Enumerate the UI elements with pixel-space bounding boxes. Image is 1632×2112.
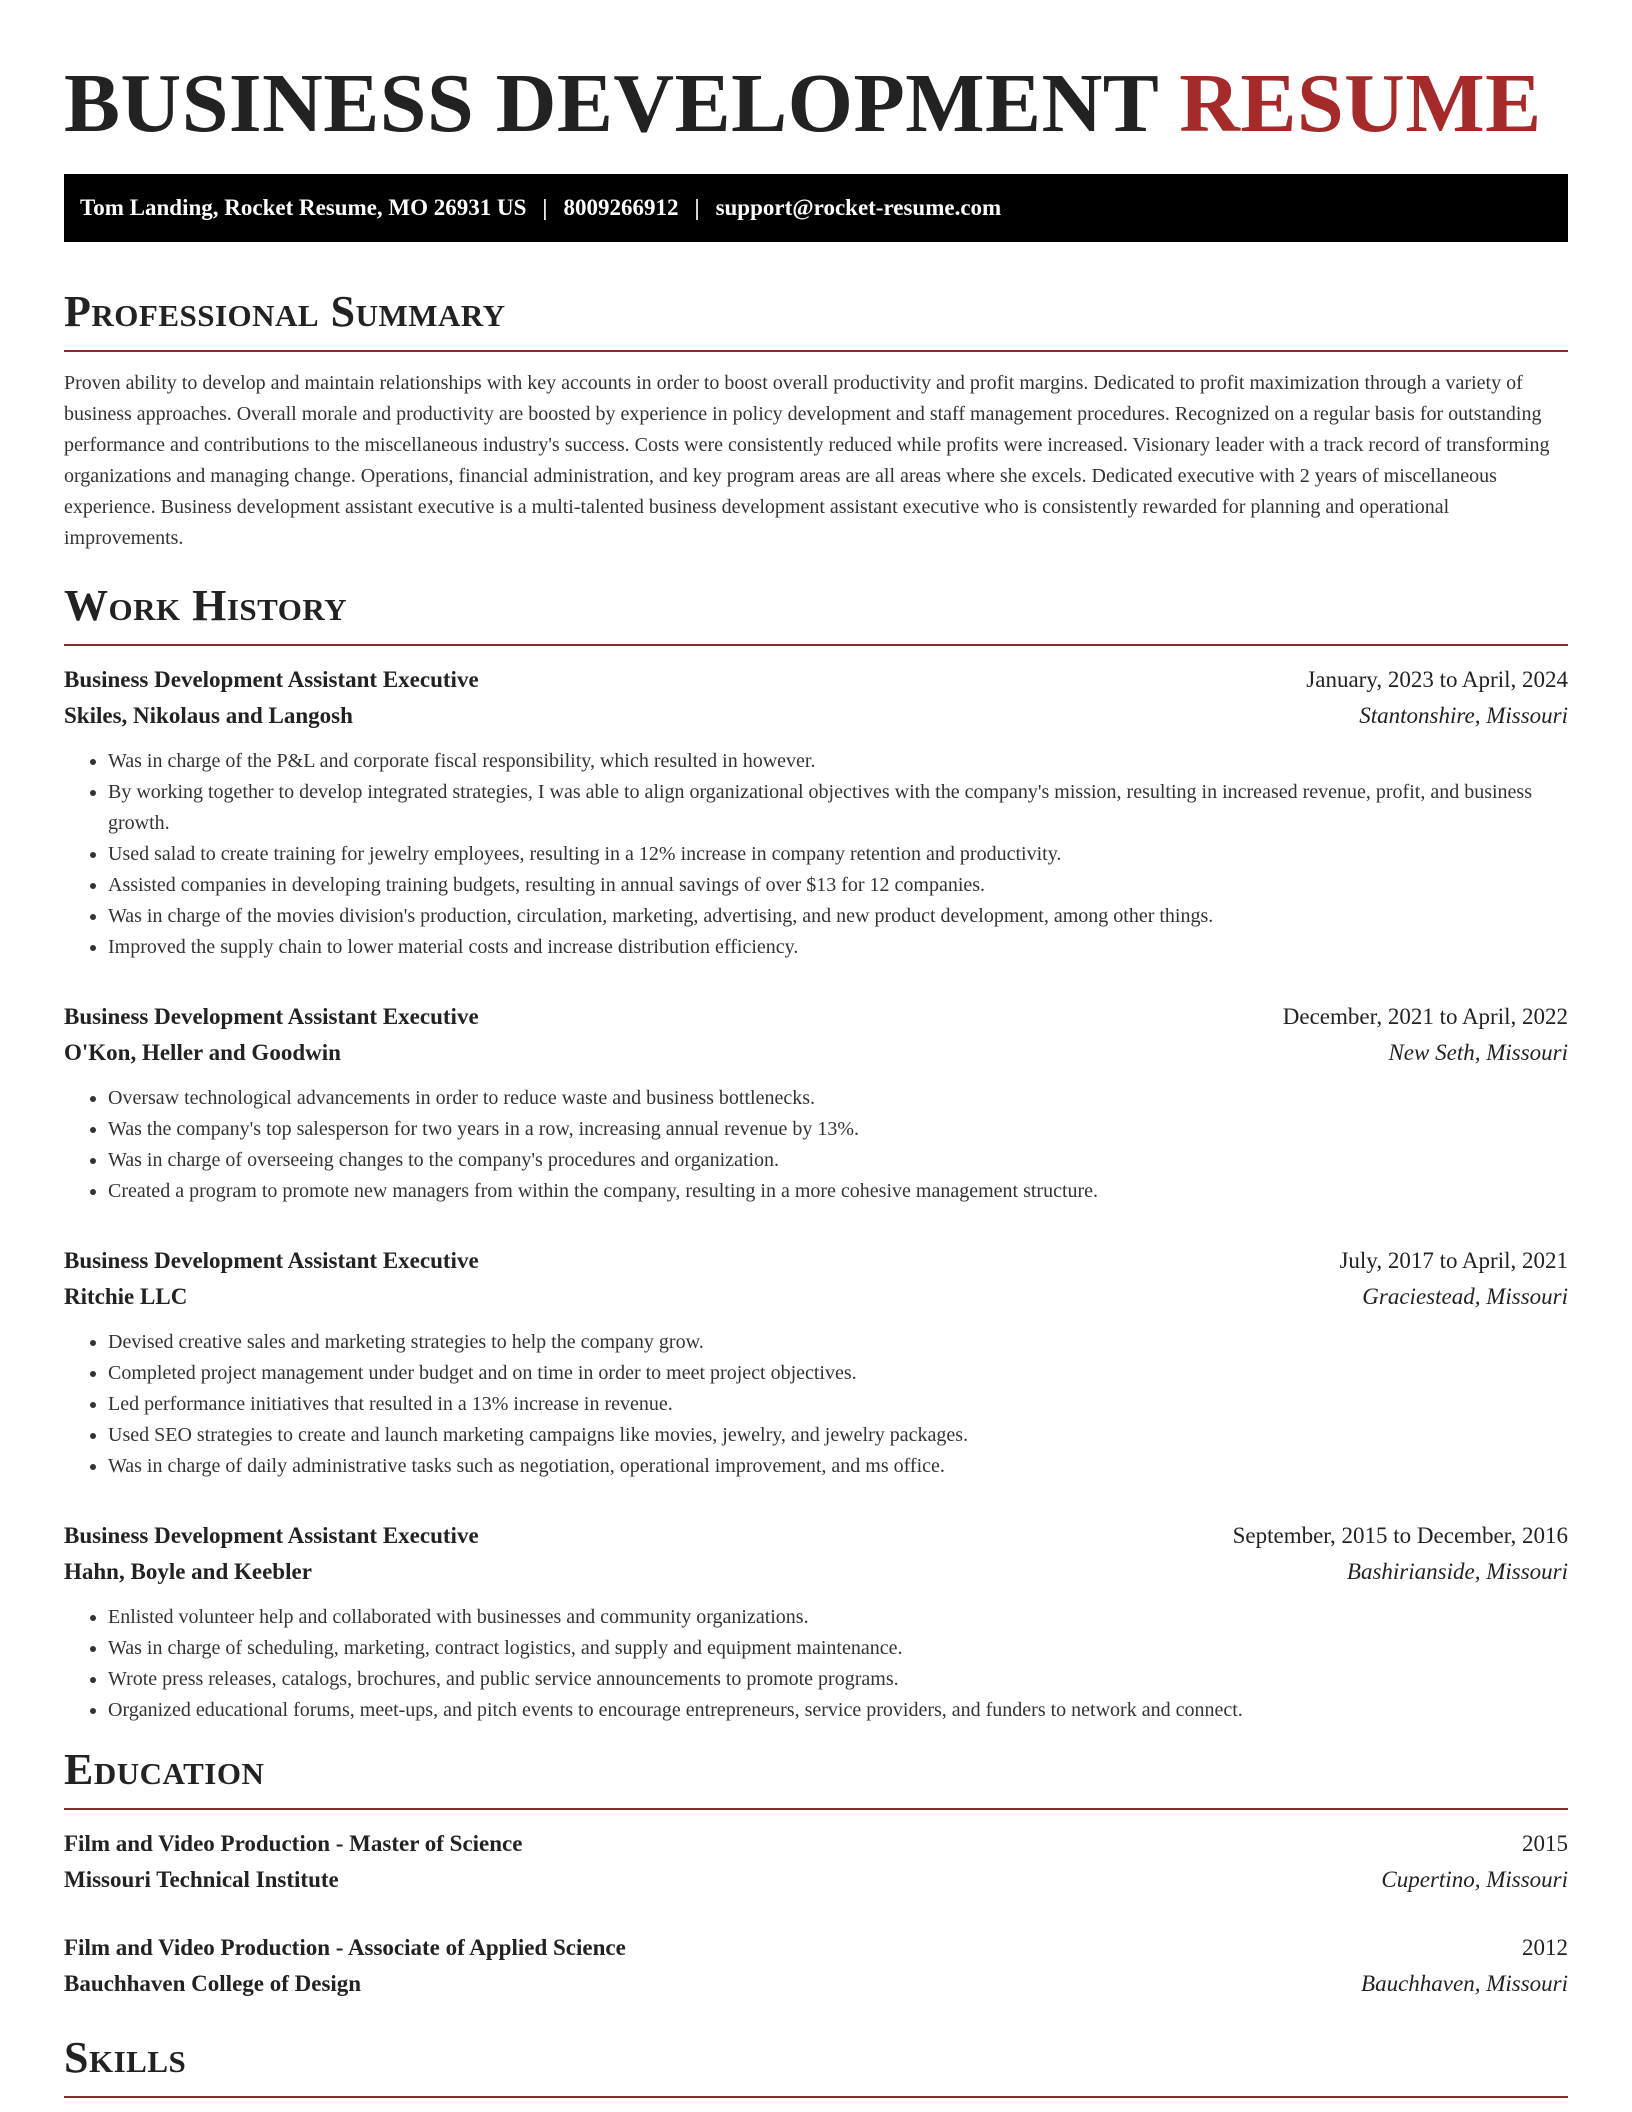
school-location: Cupertino, Missouri bbox=[1381, 1867, 1568, 1892]
job-dates: January, 2023 to April, 2024 bbox=[1306, 667, 1568, 692]
job-bullets bbox=[64, 1602, 1568, 1726]
job-bullets bbox=[64, 1083, 1568, 1207]
job-dates: December, 2021 to April, 2022 bbox=[1282, 1004, 1568, 1029]
summary-heading: Professional Summary bbox=[64, 286, 1568, 352]
job-entry bbox=[64, 999, 1568, 1207]
job-bullets bbox=[64, 1327, 1568, 1482]
job-title: Business Development Assistant Executive bbox=[64, 1248, 479, 1273]
graduation-year: 2015 bbox=[1522, 1831, 1568, 1856]
job-company: Hahn, Boyle and Keebler bbox=[64, 1559, 312, 1584]
job-bullet: • By working together to develop integrated strategies, I was able to align organizational objectives with the company's mission, resulting in increased revenue, profit, and business growth. bbox=[108, 777, 1568, 839]
job-entry bbox=[64, 662, 1568, 963]
job-bullet: • Enlisted volunteer help and collaborated with businesses and community organizations. bbox=[108, 1602, 1568, 1633]
job-location: Graciestead, Missouri bbox=[1362, 1284, 1568, 1309]
job-bullet: • Was in charge of the movies division's production, circulation, marketing, advertising, and new product development, among other things. bbox=[108, 901, 1568, 932]
education-heading: Education bbox=[64, 1744, 1568, 1810]
job-company: Ritchie LLC bbox=[64, 1284, 188, 1309]
job-title: Business Development Assistant Executive bbox=[64, 1004, 479, 1029]
degree-name: Film and Video Production - Associate of Applied Science bbox=[64, 1935, 626, 1960]
education-entry bbox=[64, 1930, 1568, 2002]
job-bullet: • Used SEO strategies to create and launch marketing campaigns like movies, jewelry, and jewelry packages. bbox=[108, 1420, 1568, 1451]
job-bullet: • Organized educational forums, meet-ups, and pitch events to encourage entrepreneurs, service providers, and funders to network and connect. bbox=[108, 1695, 1568, 1726]
job-bullet: • Created a program to promote new managers from within the company, resulting in a more cohesive management structure. bbox=[108, 1176, 1568, 1207]
resume-title bbox=[64, 0, 1568, 150]
education-section bbox=[64, 1744, 1568, 2002]
job-location: New Seth, Missouri bbox=[1388, 1040, 1568, 1065]
title-accent: RESUME bbox=[1179, 57, 1542, 150]
job-title: Business Development Assistant Executive bbox=[64, 1523, 479, 1548]
job-bullet: • Improved the supply chain to lower material costs and increase distribution efficiency. bbox=[108, 932, 1568, 963]
job-bullet: • Was in charge of overseeing changes to the company's procedures and organization. bbox=[108, 1145, 1568, 1176]
degree-name: Film and Video Production - Master of Science bbox=[64, 1831, 523, 1856]
job-bullet: • Wrote press releases, catalogs, brochures, and public service announcements to promote programs. bbox=[108, 1664, 1568, 1695]
job-bullet: • Completed project management under budget and on time in order to meet project objectives. bbox=[108, 1358, 1568, 1389]
education-entry bbox=[64, 1826, 1568, 1898]
summary-section bbox=[64, 286, 1568, 554]
contact-separator: | bbox=[694, 195, 700, 220]
contact-address: Tom Landing, Rocket Resume, MO 26931 US bbox=[80, 195, 527, 220]
work-history-heading: Work History bbox=[64, 580, 1568, 646]
job-location: Bashirianside, Missouri bbox=[1346, 1559, 1568, 1584]
job-bullet: • Devised creative sales and marketing strategies to help the company grow. bbox=[108, 1327, 1568, 1358]
job-bullet: • Assisted companies in developing training budgets, resulting in annual savings of over $13 for 12 companies. bbox=[108, 870, 1568, 901]
skills-heading: Skills bbox=[64, 2032, 1568, 2098]
job-bullet: • Was in charge of daily administrative tasks such as negotiation, operational improvement, and ms office. bbox=[108, 1451, 1568, 1482]
job-bullet: • Was in charge of scheduling, marketing, contract logistics, and supply and equipment maintenance. bbox=[108, 1633, 1568, 1664]
summary-text: Proven ability to develop and maintain relationships with key accounts in order to boost overall productivity and profit margins. Dedicated to profit maximization through a variety of business approaches. Overall morale and productivity are boosted by experience in policy development and staff management procedures. Recognized on a regular basis for outstanding performance and contributions to the miscellaneous industry's success. Costs were consistently reduced while profits were increased. Visionary leader with a track record of transforming organizations and managing change. Operations, financial administration, and key program areas are all areas where she excels. Dedicated executive with 2 years of miscellaneous experience. Business development assistant executive is a multi-talented business development assistant executive who is consistently rewarded for planning and operational improvements. bbox=[64, 372, 1550, 549]
title-main: BUSINESS DEVELOPMENT bbox=[64, 57, 1158, 150]
graduation-year: 2012 bbox=[1522, 1935, 1568, 1960]
job-company: Skiles, Nikolaus and Langosh bbox=[64, 703, 353, 728]
job-location: Stantonshire, Missouri bbox=[1359, 703, 1568, 728]
job-bullets bbox=[64, 746, 1568, 963]
school-name: Bauchhaven College of Design bbox=[64, 1971, 362, 1996]
job-entry bbox=[64, 1243, 1568, 1482]
work-history-section bbox=[64, 580, 1568, 1726]
contact-separator: | bbox=[542, 195, 548, 220]
job-dates: September, 2015 to December, 2016 bbox=[1232, 1523, 1568, 1548]
job-bullet: • Was in charge of the P&L and corporate fiscal responsibility, which resulted in however. bbox=[108, 746, 1568, 777]
contact-bar bbox=[64, 174, 1568, 242]
skills-section bbox=[64, 2032, 1568, 2098]
school-location: Bauchhaven, Missouri bbox=[1361, 1971, 1568, 1996]
job-bullet: • Led performance initiatives that resulted in a 13% increase in revenue. bbox=[108, 1389, 1568, 1420]
job-bullet: • Was the company's top salesperson for two years in a row, increasing annual revenue by 13%. bbox=[108, 1114, 1568, 1145]
job-title: Business Development Assistant Executive bbox=[64, 667, 479, 692]
job-dates: July, 2017 to April, 2021 bbox=[1339, 1248, 1568, 1273]
contact-email: support@rocket-resume.com bbox=[715, 195, 1002, 220]
contact-phone: 8009266912 bbox=[563, 195, 679, 220]
job-bullet: • Oversaw technological advancements in order to reduce waste and business bottlenecks. bbox=[108, 1083, 1568, 1114]
job-bullet: • Used salad to create training for jewelry employees, resulting in a 12% increase in company retention and productivity. bbox=[108, 839, 1568, 870]
job-company: O'Kon, Heller and Goodwin bbox=[64, 1040, 341, 1065]
job-entry bbox=[64, 1518, 1568, 1726]
school-name: Missouri Technical Institute bbox=[64, 1867, 339, 1892]
